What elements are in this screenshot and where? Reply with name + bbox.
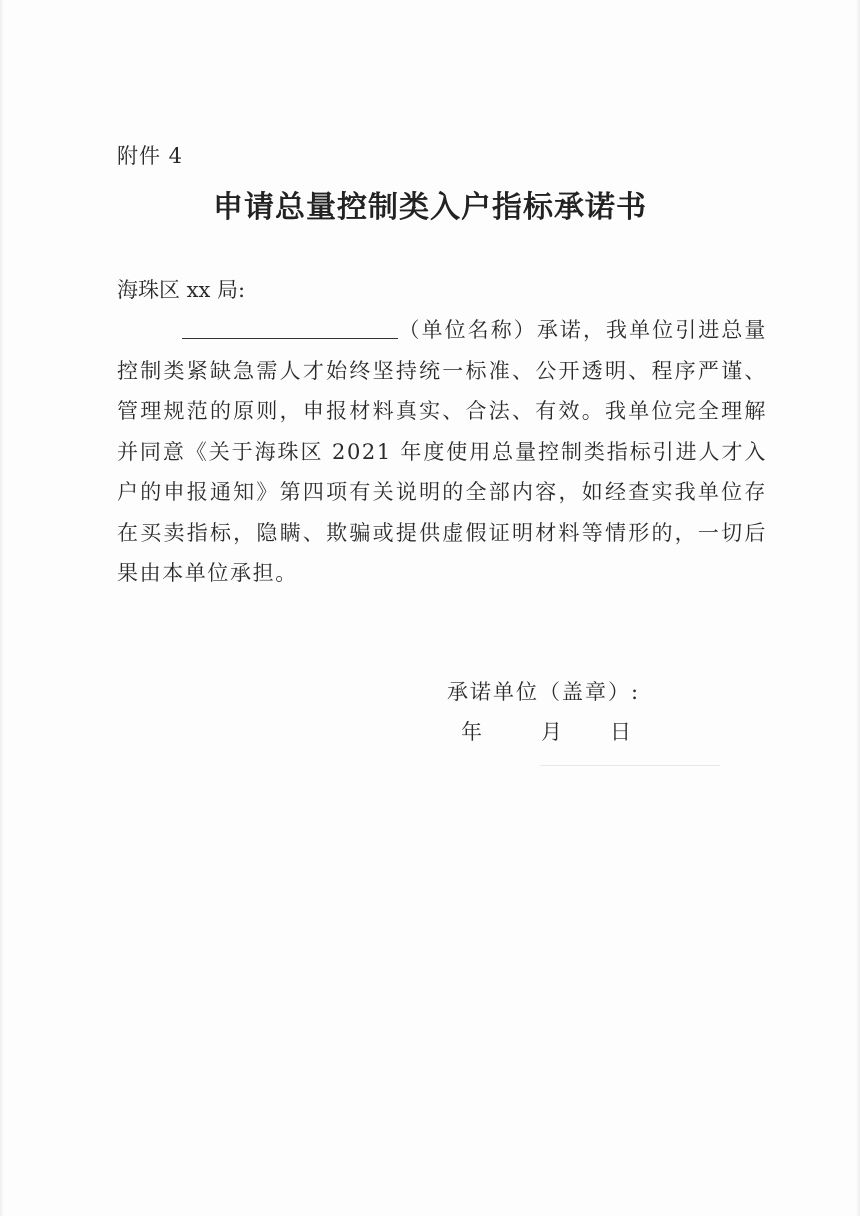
commitment-paragraph: [117, 310, 767, 594]
unit-name-blank: [182, 318, 398, 339]
date-month: 月: [541, 720, 562, 744]
attachment-label: 附件 4: [117, 144, 184, 168]
salutation: 海珠区 xx 局:: [117, 278, 246, 302]
date-year: 年: [461, 720, 482, 744]
date-day: 日: [610, 720, 631, 744]
commitment-text: （单位名称）承诺，我单位引进总量控制类紧缺急需人才始终坚持统一标准、公开透明、程序严谨、管理规范的原则，申报材料真实、合法、有效。我单位完全理解并同意《关于海珠区 2021 年度使用总量控制类指标引进人才入户的申报通知》第四项有关说明的全部内容，如经查实我单位存在买卖指标，隐瞒、欺骗或提供虚假证明材料等情形的，一切后果由本单位承担。: [117, 318, 767, 585]
scan-artifact: [540, 765, 720, 766]
document-title: 申请总量控制类入户指标承诺书: [213, 190, 647, 225]
signature-label: 承诺单位（盖章）:: [447, 680, 641, 704]
